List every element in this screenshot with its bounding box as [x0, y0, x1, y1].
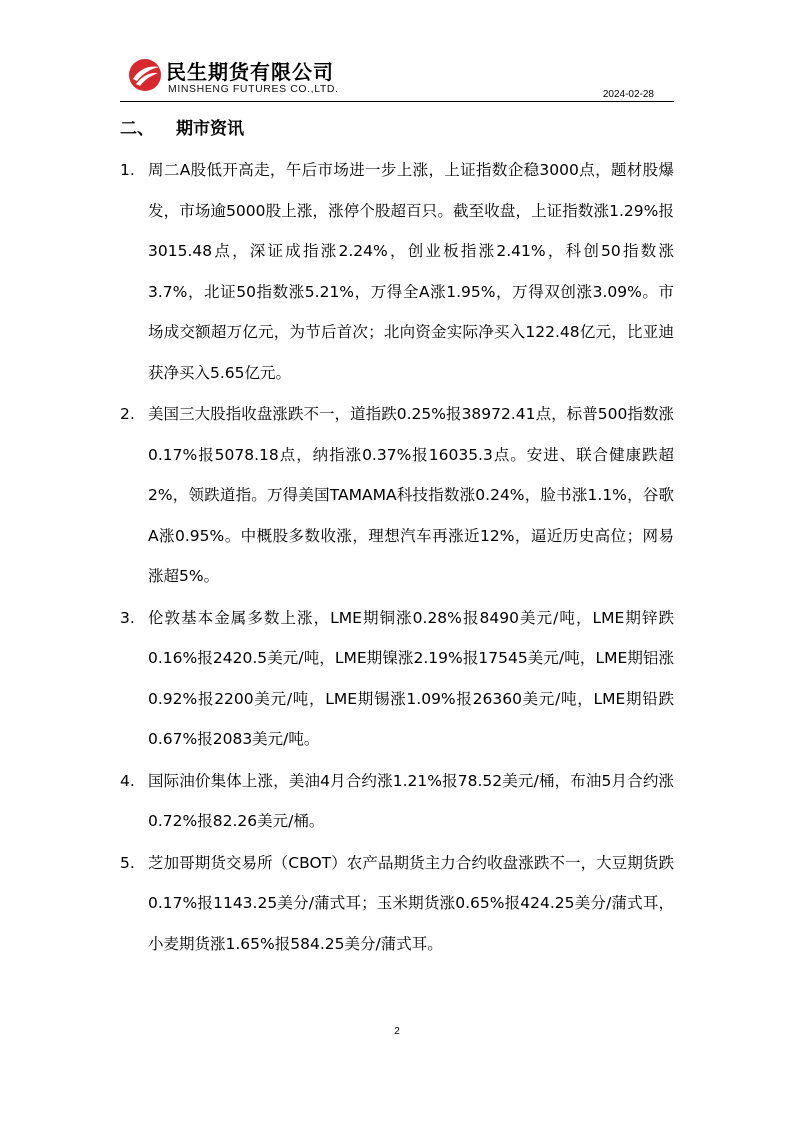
- news-list: [120, 150, 674, 965]
- minsheng-logo-icon: [127, 57, 163, 93]
- news-item-index: 5.: [120, 853, 135, 872]
- news-item-text: 伦敦基本金属多数上涨，LME期铜涨0.28%报8490美元/吨，LME期锌跌0.16%报2420.5美元/吨，LME期镍涨2.19%报17545美元/吨，LME期铝涨0.92%报2200美元/吨，LME期锡涨1.09%报26360美元/吨，LME期铅跌0.67%报2083美元/吨。: [148, 608, 674, 748]
- page-number: 2: [394, 1026, 400, 1037]
- news-item: [120, 843, 674, 965]
- news-item-index: 4.: [120, 771, 135, 790]
- news-item-index: 1.: [120, 161, 135, 179]
- section-number: 二、: [120, 119, 154, 139]
- news-item: [120, 761, 674, 842]
- company-name-en: MINSHENG FUTURES CO.,LTD.: [168, 83, 339, 95]
- news-item-text: 美国三大股指收盘涨跌不一，道指跌0.25%报38972.41点，标普500指数涨0.17%报5078.18点，纳指涨0.37%报16035.3点。安进、联合健康跌超2%，领跌道指。万得美国TAMAMA科技指数涨0.24%，脸书涨1.1%，谷歌A涨0.95%。中概股多数收涨，理想汽车再涨近12%，逼近历史高位；网易涨超5%。: [148, 405, 674, 585]
- page-header: [120, 52, 674, 102]
- news-item-index: 3.: [120, 608, 135, 627]
- news-item: [120, 598, 674, 760]
- section-heading: [120, 114, 244, 139]
- news-item-index: 2.: [120, 405, 135, 423]
- news-item: [120, 394, 674, 597]
- report-date: 2024-02-28: [602, 89, 654, 100]
- company-name-cn: 民生期货有限公司: [166, 60, 334, 84]
- section-title: 期市资讯: [176, 119, 244, 139]
- header-divider: [120, 101, 674, 102]
- news-item-text: 周二A股低开高走，午后市场进一步上涨，上证指数企稳3000点，题材股爆发，市场逾5000股上涨，涨停个股超百只。截至收盘，上证指数涨1.29%报3015.48点，深证成指涨2.24%，创业板指涨2.41%，科创50指数涨3.7%，北证50指数涨5.21%，万得全A涨1.95%，万得双创涨3.09%。市场成交额超万亿元，为节后首次；北向资金实际净买入122.48亿元，比亚迪获净买入5.65亿元。: [148, 161, 674, 382]
- news-item-text: 国际油价集体上涨，美油4月合约涨1.21%报78.52美元/桶，布油5月合约涨0.72%报82.26美元/桶。: [148, 771, 674, 830]
- news-item-text: 芝加哥期货交易所（CBOT）农产品期货主力合约收盘涨跌不一，大豆期货跌0.17%报1143.25美分/蒲式耳；玉米期货涨0.65%报424.25美分/蒲式耳，小麦期货涨1.65%报584.25美分/蒲式耳。: [148, 853, 674, 953]
- news-item: [120, 150, 674, 393]
